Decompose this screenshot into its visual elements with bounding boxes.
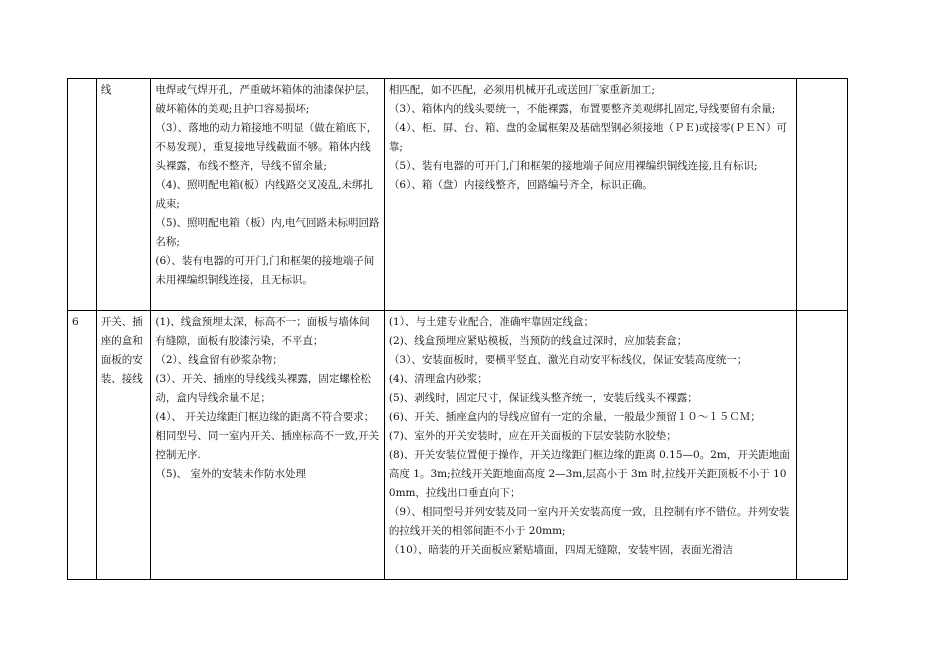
measure-line: (6)、开关、插座盒内的导线应留有一定的余量，一般最少预留１０～１５ＣＭ； [388, 411, 761, 423]
measure-line: 相匹配，如不匹配，必须用机械开孔或送回厂家重新加工; [388, 84, 655, 96]
measure-line: （4）、柜、屏、台、箱、盘的金属框架及基础型钢必须接地（ＰＥ)或接零(ＰＥＮ）可靠; [388, 122, 788, 153]
problem-line: （5)、 室外的安装未作防水处理 [155, 468, 306, 480]
measure-line: （5）、装有电器的可开门,门和框架的接地端子间应用裸编织铜线连接,且有标识; [388, 160, 758, 172]
extra-cell [796, 79, 847, 311]
item-name-cell: 开关、插座的盒和面板的安装、接线 [96, 311, 151, 580]
measure-line: (1）、与土建专业配合，准确牢靠固定线盒； [388, 316, 594, 328]
problem-line: (6）、装有电器的可开门,门和框架的接地端子间未用裸编织铜线连接，且无标识。 [155, 255, 375, 286]
table-row [68, 311, 848, 580]
problem-line: （4)、照明配电箱(板）内线路交叉凌乱,未绑扎成束; [155, 179, 374, 210]
measure-line: （9）、相同型号并列安装及同一室内开关安装高度一致，且控制有序不错位。并列安装的拉线开关的相邻间距不小于 20mm; [388, 506, 790, 537]
problem-line: （2）、线盒留有砂浆杂物； [155, 354, 283, 366]
quality-table [67, 78, 848, 580]
measure-line: （10）、暗装的开关面板应紧贴墙面，四周无缝隙，安装牢固，表面光滑洁 [388, 544, 734, 556]
measures-cell [384, 79, 796, 311]
measure-line: （3）、安装面板时，要横平竖直，激光自动安平标线仪，保证安装高度统一； [388, 354, 748, 366]
measure-line: （6）、箱（盘）内接线整齐，回路编号齐全，标识正确。 [388, 179, 653, 191]
row-number-cell: 6 [68, 311, 97, 580]
problem-line: （5)、照明配电箱（板）内,电气回路未标明回路名称; [155, 217, 380, 248]
problem-line: 电焊或气焊开孔，严重破坏箱体的油漆保护层，破坏箱体的美观;且护口容易损坏; [155, 84, 376, 115]
measure-line: （3）、箱体内的线头要统一，不能裸露，布置要整齐美观绑扎固定,导线要留有余量; [388, 103, 776, 115]
measures-cell [384, 311, 796, 580]
measure-line: (7)、室外的开关安装时，应在开关面板的下层安装防水胶垫； [388, 430, 677, 442]
problem-line: (1)、线盒预埋太深，标高不一；面板与墙体间有缝隙，面板有胶漆污染，不平直； [155, 316, 370, 347]
measure-line: (4)、清理盒内砂浆； [388, 373, 488, 385]
problems-cell [151, 311, 385, 580]
extra-cell [796, 311, 847, 580]
problem-line: （3）、落地的动力箱接地不明显（做在箱底下，不易发现），重复接地导线截面不够。箱体内线头裸露，布线不整齐，导线不留余量; [155, 122, 378, 172]
row-number-cell [68, 79, 97, 311]
table-row [68, 79, 848, 311]
measure-line: (2)、线盒预埋应紧贴模板，当预防的线盒过深时，应加装套盒； [388, 335, 688, 347]
problems-cell [151, 79, 385, 311]
problem-line: (4）、 开关边缘距门框边缘的距离不符合要求；相同型号、同一室内开关、插座标高不一致,开关控制无序. [155, 411, 380, 461]
problem-line: (3）、开关、插座的导线线头裸露，固定螺栓松动，盒内导线余量不足； [155, 373, 371, 404]
measure-line: (8)、开关安装位置便于操作，开关边缘距门框边缘的距离 0.15—0。2m，开关距地面高度 1。3m;拉线开关距地面高度 2—3m,层高小于 3m 时,拉线开关距顶板不小于 100mm，拉线出口垂直向下； [388, 449, 790, 499]
measure-line: (5)、剥线时，固定尺寸，保证线头整齐统一，安装后线头不裸露； [388, 392, 698, 404]
item-name-cell: 线 [96, 79, 151, 311]
